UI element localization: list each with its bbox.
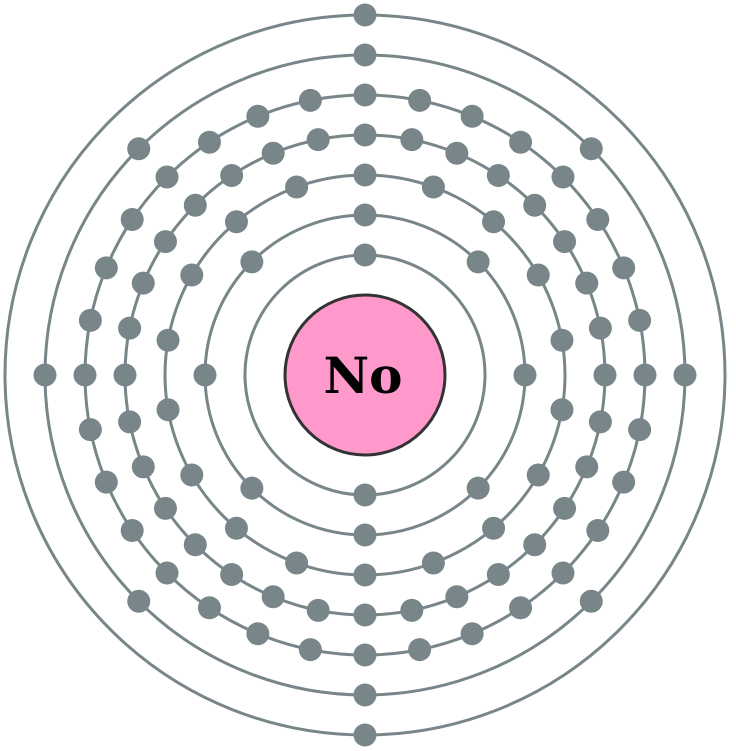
electron-k-1 xyxy=(354,244,377,267)
electron-l-1 xyxy=(354,204,377,227)
electron-n-20 xyxy=(220,563,243,586)
electron-o-30 xyxy=(198,131,221,154)
electron-o-28 xyxy=(121,208,144,231)
electron-o-2 xyxy=(408,89,431,112)
electron-n-26 xyxy=(118,317,141,340)
electron-o-15 xyxy=(461,622,484,645)
electron-l-6 xyxy=(240,477,263,500)
electron-o-7 xyxy=(612,256,635,279)
electron-m-6 xyxy=(550,398,573,421)
electron-o-14 xyxy=(509,596,532,619)
electron-o-10 xyxy=(628,418,651,441)
electron-m-11 xyxy=(285,551,308,574)
electron-l-7 xyxy=(194,364,217,387)
electron-o-3 xyxy=(461,105,484,128)
electron-m-4 xyxy=(527,264,550,287)
electron-m-16 xyxy=(180,264,203,287)
electron-m-8 xyxy=(482,517,505,540)
electron-o-26 xyxy=(79,309,102,332)
electron-m-10 xyxy=(354,564,377,587)
electron-m-3 xyxy=(482,210,505,233)
electron-q-2 xyxy=(354,724,377,747)
electron-m-9 xyxy=(422,551,445,574)
electron-n-1 xyxy=(354,124,377,147)
electron-o-8 xyxy=(628,309,651,332)
electron-n-23 xyxy=(132,455,155,478)
electron-n-6 xyxy=(553,230,576,253)
electron-n-17 xyxy=(354,604,377,627)
electron-n-25 xyxy=(114,364,137,387)
electron-n-29 xyxy=(184,194,207,217)
electron-n-8 xyxy=(589,317,612,340)
electron-n-7 xyxy=(575,272,598,295)
electron-l-2 xyxy=(467,250,490,273)
electron-o-31 xyxy=(246,105,269,128)
electron-o-21 xyxy=(156,561,179,584)
electron-o-4 xyxy=(509,131,532,154)
electron-l-5 xyxy=(354,524,377,547)
electron-o-17 xyxy=(354,644,377,667)
electron-o-9 xyxy=(634,364,657,387)
electron-n-12 xyxy=(553,497,576,520)
electron-o-6 xyxy=(586,208,609,231)
electron-o-18 xyxy=(299,638,322,661)
electron-o-1 xyxy=(354,84,377,107)
electron-m-12 xyxy=(225,517,248,540)
electron-l-3 xyxy=(514,364,537,387)
electron-o-5 xyxy=(551,166,574,189)
electron-n-16 xyxy=(400,599,423,622)
electron-p-3 xyxy=(674,364,697,387)
element-symbol: No xyxy=(323,346,403,405)
electron-m-17 xyxy=(225,210,248,233)
electron-m-2 xyxy=(422,176,445,199)
electron-m-5 xyxy=(550,329,573,352)
electron-o-24 xyxy=(79,418,102,441)
electron-o-32 xyxy=(299,89,322,112)
electron-m-7 xyxy=(527,464,550,487)
electron-n-4 xyxy=(487,164,510,187)
electron-m-1 xyxy=(354,164,377,187)
electron-n-22 xyxy=(154,497,177,520)
electron-n-9 xyxy=(594,364,617,387)
electron-n-18 xyxy=(307,599,330,622)
electron-o-13 xyxy=(551,561,574,584)
electron-o-12 xyxy=(586,519,609,542)
electron-n-28 xyxy=(154,230,177,253)
electron-m-13 xyxy=(180,464,203,487)
electron-p-8 xyxy=(127,137,150,160)
electron-n-19 xyxy=(262,585,285,608)
electron-n-13 xyxy=(523,533,546,556)
electron-p-6 xyxy=(127,590,150,613)
electron-n-21 xyxy=(184,533,207,556)
electron-p-7 xyxy=(34,364,57,387)
electron-n-10 xyxy=(589,410,612,433)
electron-m-18 xyxy=(285,176,308,199)
electron-n-2 xyxy=(400,128,423,151)
electron-o-19 xyxy=(246,622,269,645)
electron-n-27 xyxy=(132,272,155,295)
electron-m-15 xyxy=(157,329,180,352)
electron-n-5 xyxy=(523,194,546,217)
electron-p-1 xyxy=(354,44,377,67)
electron-n-15 xyxy=(445,585,468,608)
electron-n-11 xyxy=(575,455,598,478)
electron-n-3 xyxy=(445,142,468,165)
electron-o-16 xyxy=(408,638,431,661)
electron-q-1 xyxy=(354,4,377,27)
electron-l-4 xyxy=(467,477,490,500)
electron-k-2 xyxy=(354,484,377,507)
electron-m-14 xyxy=(157,398,180,421)
electron-o-20 xyxy=(198,596,221,619)
electron-n-14 xyxy=(487,563,510,586)
electron-p-4 xyxy=(580,590,603,613)
electron-p-2 xyxy=(580,137,603,160)
electron-p-5 xyxy=(354,684,377,707)
electron-n-24 xyxy=(118,410,141,433)
electron-o-25 xyxy=(74,364,97,387)
electron-o-23 xyxy=(95,471,118,494)
electron-n-32 xyxy=(307,128,330,151)
electron-n-31 xyxy=(262,142,285,165)
electron-o-27 xyxy=(95,256,118,279)
nucleus xyxy=(285,295,445,455)
electron-o-11 xyxy=(612,471,635,494)
electron-l-8 xyxy=(240,250,263,273)
electron-o-22 xyxy=(121,519,144,542)
electron-o-29 xyxy=(156,166,179,189)
electron-n-30 xyxy=(220,164,243,187)
